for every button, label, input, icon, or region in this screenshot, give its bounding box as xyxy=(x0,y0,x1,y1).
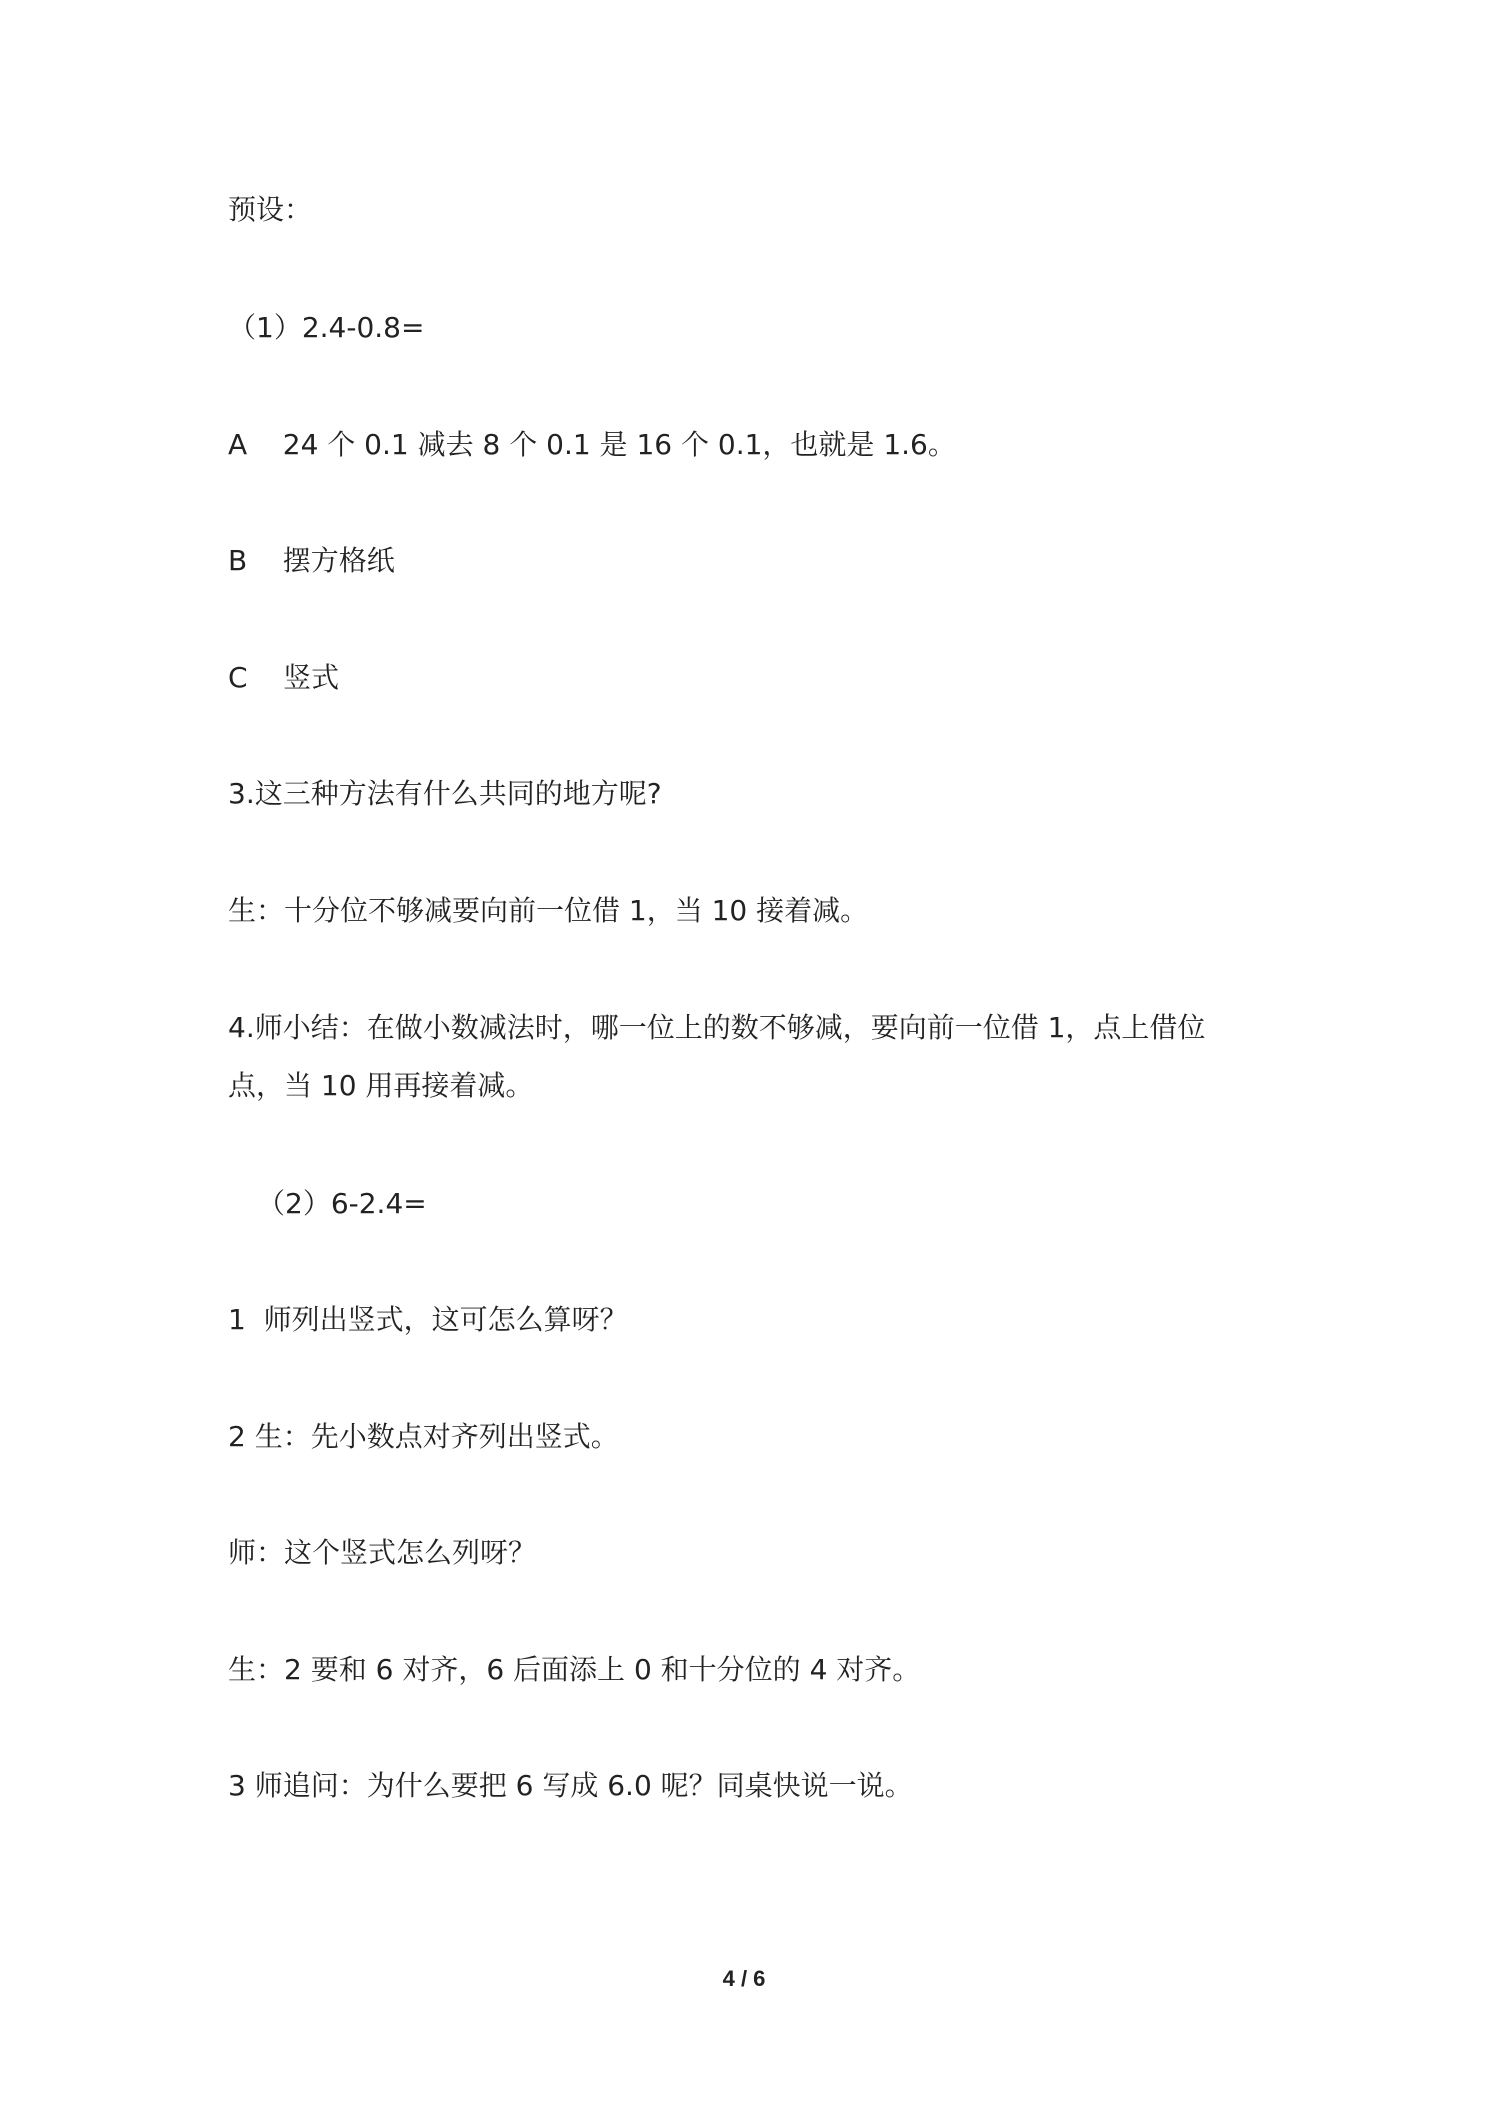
paragraph-problem-1: （1）2.4-0.8= xyxy=(228,311,425,344)
paragraph-summary-line1: 4.师小结：在做小数减法时，哪一位上的数不够减，要向前一位借 1，点上借位 xyxy=(228,1011,1206,1044)
paragraph-step-1: 1 师列出竖式，这可怎么算呀？ xyxy=(228,1303,628,1336)
paragraph-step-2: 2 生：先小数点对齐列出竖式。 xyxy=(228,1420,619,1453)
paragraph-method-c: C 竖式 xyxy=(228,661,340,694)
paragraph-method-b: B 摆方格纸 xyxy=(228,544,395,577)
paragraph-question-3: 3.这三种方法有什么共同的地方呢? xyxy=(228,777,662,810)
paragraph-teacher-question: 师：这个竖式怎么列呀？ xyxy=(228,1536,537,1569)
paragraph-student-align: 生：2 要和 6 对齐，6 后面添上 0 和十分位的 4 对齐。 xyxy=(228,1653,921,1686)
paragraph-step-3: 3 师追问：为什么要把 6 写成 6.0 呢？同桌快说一说。 xyxy=(228,1769,913,1802)
paragraph-preset: 预设： xyxy=(228,193,313,226)
paragraph-problem-2: （2）6-2.4= xyxy=(257,1187,427,1220)
paragraph-method-a: A 24 个 0.1 减去 8 个 0.1 是 16 个 0.1，也就是 1.6。 xyxy=(228,428,956,461)
paragraph-summary-line2: 点，当 10 用再接着减。 xyxy=(228,1069,534,1102)
page-indicator: 4 / 6 xyxy=(722,1966,766,1991)
paragraph-student-answer: 生：十分位不够减要向前一位借 1，当 10 接着减。 xyxy=(228,894,869,927)
